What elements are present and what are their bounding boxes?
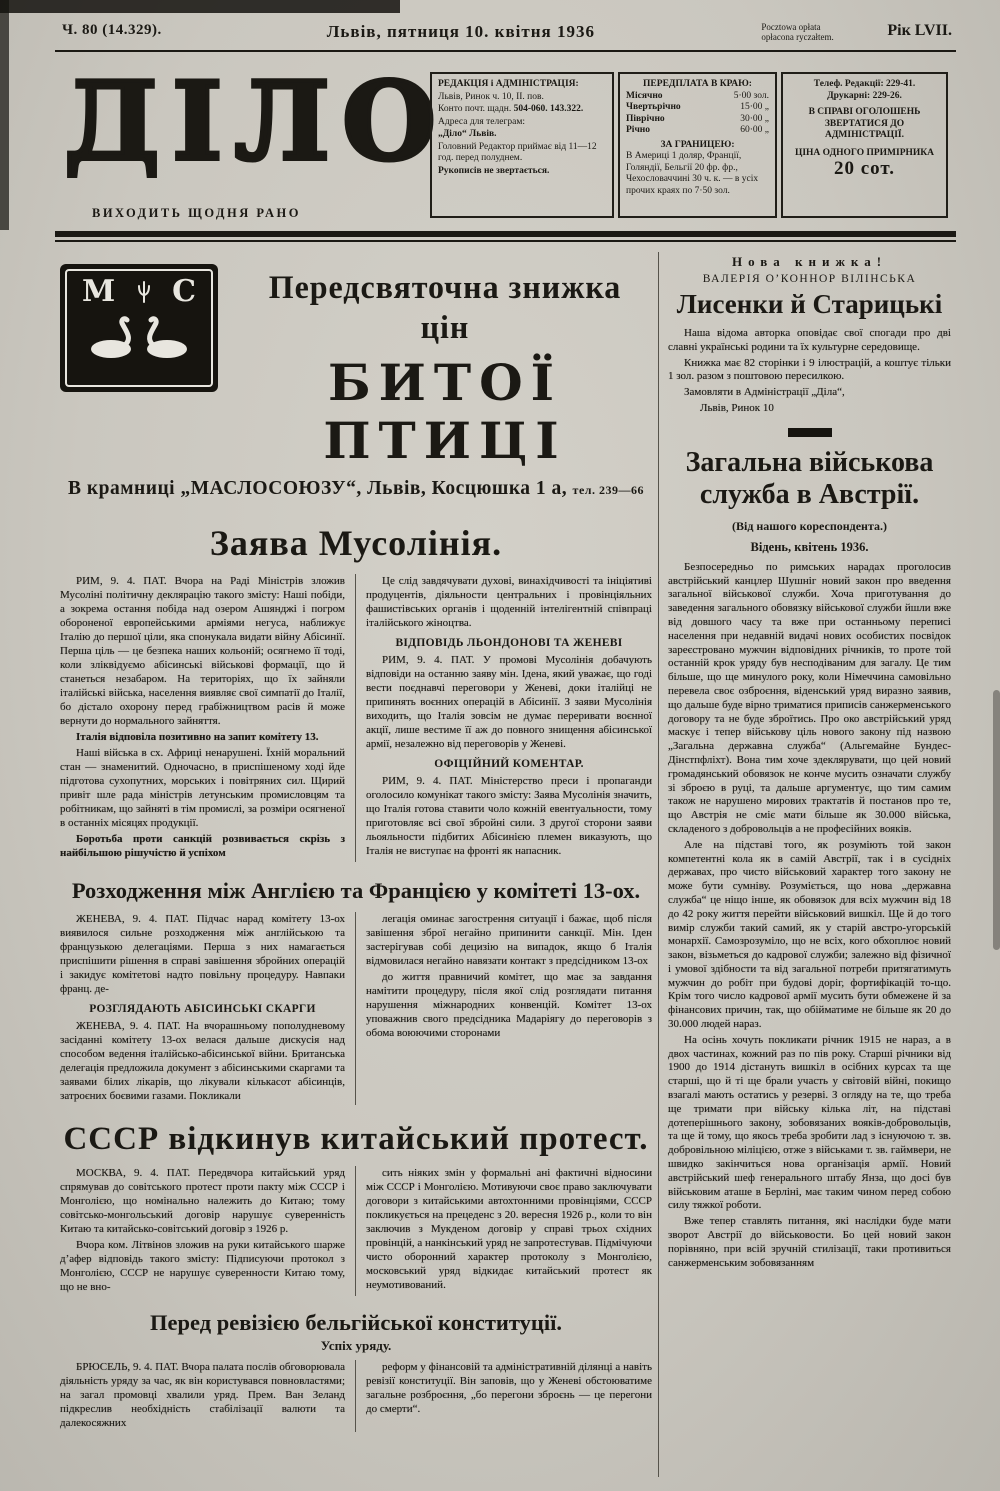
header-divider-thick [55, 231, 956, 237]
subheadline: ВІДПОВІДЬ ЛЬОНДОНОВІ ТА ЖЕНЕВІ [395, 637, 623, 649]
article-dateline: Відень, квітень 1936. [750, 539, 869, 554]
article-paragraph: Це слід завдячувати духові, винахідчивості та ініціятиві продуцентів, діяльности центральних і провінціяльних фашистівських органів і щоденній інтелігентній співпраці італійського жіноцтва. [366, 575, 652, 629]
article-paragraph: легація оминає загострення ситуації і бажає, щоб після завішення зброї негайно припинити санкції. Мін. Іден застерігував собі децизію на випадок, якщо б Італія відмовилася негайно навязати контакт з предсідником 13-ох [366, 913, 652, 967]
headline-austria: Загальна військова служба в Австрії. [685, 446, 934, 510]
headline-ussr: СССР відкинув китайський протест. [63, 1121, 649, 1157]
column-left [60, 1360, 356, 1432]
article-paragraph: ЖЕНЕВА, 9. 4. ПАТ. Підчас нарад комітету 13-ох виявилося сильне розходження між англійською та французькою делегаціями. Перша з них намагається приспішити рішення в справі завішення збройних операцій і закидує комітетові надто повільну процедуру. Навпаки франц. де- [60, 913, 345, 995]
article-paragraph: МОСКВА, 9. 4. ПАТ. Передвчора китайський уряд спрямував до совітського протест проти пакту між СССР і Монголією, що номінально належить до Китаю; тому совітсько-монгольський договір нарушує суверенність Китаю та китайсько-совітський договір з 1926 р. [60, 1167, 345, 1235]
masthead-rule [55, 50, 956, 52]
trident-icon [137, 281, 151, 303]
article-paragraph: РИМ, 9. 4. ПАТ. Міністерство преси і пропаганди оголосило комунікат такого змісту: Заява Мусолінія значить, що Італія готова ставити чоло кожній евентуальности, тому приготовляє всі свої збройні сили. З другої сторони заяви льояльности підбитих Абісинією племен виказують, що Італія не виступає на фронті як напасник. [366, 775, 652, 857]
column-left [60, 574, 356, 862]
subheadline: Успіх уряду. [320, 1338, 392, 1353]
postal-notice [761, 22, 879, 42]
telegram-value: „Діло“ Львів. [438, 129, 497, 139]
book-order-line2: Львів, Ринок 10 [700, 401, 774, 414]
contact-box [781, 72, 948, 218]
masthead [62, 22, 952, 42]
subheadline: ОФІЦІЙНИЙ КОМЕНТАР. [434, 758, 584, 770]
article-belgium [60, 1310, 652, 1432]
column-left [60, 1166, 356, 1296]
main-left-region [60, 252, 652, 1432]
newspaper-title: ДІЛО [64, 59, 449, 185]
right-column-region [668, 254, 951, 1272]
column-right [356, 1166, 652, 1296]
article-paragraph: сить ніяких змін у формальні ані фактичні відносини між СССР і Монголією. Мотивуючи своє право заключувати договори з китайськими автохтонними провінціями, СССР покликується на прецеденс з 20. вересня 1926 р., коли то він заключив з Мукденом договір у справі трьох східних провінцій, а нанкінський уряд не запротестував. Підмічуючи чисто оборонний характер протоколу з Монголією, московський уряд відкидає китайський протест як неумотивований. [366, 1167, 652, 1291]
phone-editorial: Телеф. Редакції: 229-41. [813, 79, 916, 89]
scan-artifact-right [993, 690, 1000, 950]
postal-line1: Pocztowa opłata [761, 22, 821, 32]
article-columns [60, 1360, 652, 1432]
abroad-title: ЗА ГРАНИЦЕЮ: [660, 139, 735, 150]
rate-row: Піврічно 30·00 „ [626, 113, 769, 124]
article-columns [60, 912, 652, 1105]
telegram-label: Адреса для телеграм: [438, 116, 525, 127]
book-details: Книжка має 82 сторінки і 9 ілюстрацій, а коштує тільки 1 зол. разом з поштовою пересилкою. [668, 356, 951, 383]
subscription-box [618, 72, 777, 218]
scan-artifact-left [0, 0, 9, 230]
rate-row: Річно 60·00 „ [626, 125, 769, 135]
book-description: Наша відома авторка оповідає свої спогади про дві славні українські родини та їх культурне середовище. [668, 327, 951, 353]
book-author: ВАЛЕРІЯ О’КОННОР ВІЛІНСЬКА [702, 273, 917, 285]
book-kicker: Нова книжка! [731, 254, 888, 269]
article-paragraph: Але на підставі того, як розуміють той закон компетентні кола як в самій Австрії, так і в сусідніх державах, про чисто військовий характер того закону не може бути сумніву. Розуміється, що нова „державна служба“ це ніщо інше, як обовязок для всіх мужчин від 18 до 42 року життя перейти військовий вишкіл. Ще й до того вимір служби такий самий, як у старій австро-угорській монархії. Самозрозуміло, що не всіх, кого обхоплює новий закон, візьметься до кадрової служби; залежно від фізичної і умової здібности та від загальної потреби притягатимуть мужчин до робіт при будові доріг, фортифікацій то-що. Крім того число кадрової армії мусить бути обмежене й за фінансових причин, так, що обійматиме не більше як 20 до 30.000 людей нараз. [668, 838, 951, 1031]
article-austria [668, 447, 951, 1271]
article-paragraph: На осінь хочуть покликати річник 1915 не нараз, а в двох частинах, кожний раз по пів року. Старші річники від 1900 до 1914 дістануть вишкіл в осібних курсах та ще старші, що й ті ще брали участь у світовій війні, покищо взагалі мають остатись у резерві. З огляду на те, що треба ще тримати при війську кілька літ, на підставі дотеперішнього закону, зобовязаних вояків-добровольців, та ще й тому, що якось треба зробити лад з існуючою т. зв. добровільною міліцією, отже з військами т. зв. гаймвери, не швидко закінчиться нова організація армії. Новий австрійський шеф генерального штабу Янза, що досі був військовим аташе в Берліні, має таким чином перед собою силу тяжкої роботи. [668, 1033, 951, 1212]
article-paragraph: до життя правничий комітет, що має за завдання намітити процедуру, після якої слід розглядати питання нарушення міжнародних конвенцій. Комітет 13-ох уповажнив свого предсідника Мадаріягу до переговорів з обома воюючими сторонами [366, 971, 652, 1039]
rate-row: Чвертьрічно 15·00 „ [626, 102, 769, 112]
byline: (Від нашого кореспондента.) [731, 518, 887, 533]
ads-notice: В СПРАВІ ОГОЛОШЕНЬ ЗВЕРТАТИСЯ ДО АДМІНІСТРАЦІЇ. [808, 107, 921, 140]
editorial-account: Конто почт. щадн. 504-060. 143.322. [438, 104, 584, 114]
ad-maslosoyuz [60, 252, 652, 470]
swan-icon [75, 311, 203, 363]
headline-committee13: Розходження між Англією та Францією у комітеті 13-ох. [71, 878, 641, 903]
scan-artifact-top [0, 0, 400, 13]
newspaper-tagline: ВИХОДИТЬ ЩОДНЯ РАНО [92, 206, 301, 220]
ad-maslosoyuz-text [218, 264, 652, 470]
ad-headline-2: БИТОЇ ПТИЦІ [323, 353, 567, 470]
article-ussr-protest [60, 1121, 652, 1296]
masthead-dateline: Львів, пятниця 10. квітня 1936 [326, 22, 595, 41]
column-left [60, 912, 356, 1105]
price-label: ЦІНА ОДНОГО ПРИМІРНИКА [794, 147, 935, 158]
ad-maslosoyuz-footer: В крамниці „МАСЛОСОЮЗУ“, Львів, Косцюшка 1 а, тел. 239—66 [67, 478, 644, 499]
volume-year: Рік LVII. [887, 22, 952, 39]
subheadline: РОЗГЛЯДАЮТЬ АБІСИНСЬКІ СКАРГИ [89, 1003, 316, 1015]
headline-mussolini: Заява Мусолінія. [209, 523, 503, 563]
article-paragraph: Наші війська в сх. Африці ненарушені. Їхній моральний стан — знаменитий. Одночасно, в приспішеному ході йде підготова сухопутних, морських і повітряних сил. Щирий привіт шле рада міністрів летунським промисловцям та робітникам, що зайняті в тім промислі, за розміри осягненої в останніх місяцях продукції. [60, 747, 345, 829]
column-right [356, 574, 652, 862]
editorial-address: Львів, Ринок ч. 10, II. пов. [438, 91, 544, 102]
article-mussolini [60, 522, 652, 862]
article-committee13 [60, 878, 652, 1105]
article-paragraph: ЖЕНЕВА, 9. 4. ПАТ. На вчорашньому пополудневому засіданні комітету 13-ох велася дальше дискусія над способом ведення італійсько-абісинської війни. Британська делегація предложила документ з абісинськими скаргами та заявами білих лікарів, що лікували кількасот абісинців, затроєних боєвими газами. Покликали [60, 1020, 345, 1102]
editorial-info-box [430, 72, 614, 218]
article-paragraph: РИМ, 9. 4. ПАТ. У промові Мусолінія добачують відповіди на останню заяву мін. Ідена, який уважає, що годі вести поєднавчі переговори у Женеві, доки італійці не припинять воєнних операцій в Абісинії. З заяви Мусолінія виходить, що Італія зовсім не думає переривати воєнної акції, лише вестиме її аж до повного знищення абісинської армії, незалежно від переговорів у Женеві. [366, 654, 652, 750]
header-divider-thin [55, 240, 956, 242]
maslosoyuz-logo [60, 264, 218, 392]
column-divider-vertical [658, 252, 659, 1477]
editorial-title: РЕДАКЦІЯ і АДМІНІСТРАЦІЯ: [438, 79, 579, 89]
article-paragraph: БРЮСЕЛЬ, 9. 4. ПАТ. Вчора палата послів обговорювала діяльність уряду за час, як він користувався повновластями; на загал промовці хвалили уряд. Прем. Ван Зеланд підкреслив необхідність стабілізації валюти та далекосяжних [60, 1361, 345, 1429]
book-order-line1: Замовляти в Адміністрації „Діла“, [684, 386, 845, 399]
article-columns [60, 1166, 652, 1296]
postal-line2: opłacona ryczałtem. [761, 32, 834, 42]
article-columns [60, 574, 652, 862]
rate-row: Місячно 5·00 зол. [626, 90, 769, 101]
abroad-text: В Америці 1 доляр, Франції, Голяндії, Бельгії 20 фр. фр., Чехословаччині 30 ч. к. — в усіх прочих краях по 7·50 зол. [626, 151, 759, 196]
ad-phone: тел. 239—66 [572, 483, 644, 497]
issue-number: Ч. 80 (14.329). [62, 22, 162, 38]
section-divider-bar [788, 428, 832, 437]
article-paragraph: Італія відповіла позитивно на запит комітету 13. [76, 731, 319, 743]
editor-hours: Головний Редактор приймає від 11—12 год. перед полуднем. [438, 141, 597, 163]
ad-headline-1: Передсвяточна знижка цін [268, 270, 622, 346]
phone-print: Друкарні: 229-26. [827, 90, 902, 101]
logo-monogram: М С [82, 274, 196, 309]
article-paragraph: Боротьба проти санкцій розвивається скрізь з найбільшою рішучістю й успіхом [60, 833, 345, 859]
article-paragraph: Вже тепер ставлять питання, які наслідки буде мати зворот Австрії до військовости. Бо цей новий закон порівняно, при всій зручній стилізації, таки противиться санжерменським зобовязанням [668, 1215, 951, 1269]
price-value: 20 сот. [833, 158, 896, 179]
article-paragraph: РИМ, 9. 4. ПАТ. Вчора на Раді Міністрів зложив Мусоліні політичну деклярацію такого змісту: Наші побіди, а зокрема остання побіда над озером Ашянджі і погром обороненої европейськими арміями негуса, наближує Італію до першої ціли, яка спонукала видати війну Абісинії. Перша ціль — це безпека наших кольоній; осягнемо її тоді, коли зліквідуємо абісинські військові формації, що й станеться незабаром. На територіях, що їх зайняли італійські війська, населення виявляє свої симпатії до Італії, бо дістало охорону перед грабіжництвом расів й може вернути до нормального зайняття. [60, 575, 345, 727]
manuscripts-notice: Рукописів не звертається. [438, 165, 550, 176]
book-title: Лисенки й Старицькі [676, 289, 943, 319]
subscription-title: ПЕРЕДПЛАТА В КРАЮ: [643, 79, 752, 89]
article-paragraph: Вчора ком. Літвінов зложив на руки китайського шарже д’афер відповідь такого змісту: Підписуючи протокол з Монголією, СССР не нарушує суверенности Китаю тому, що не вно- [60, 1239, 345, 1293]
article-paragraph: Безпосередньо по римських нарадах проголосив австрійський канцлер Шушніг новий закон про введення загальної військової служби. Хоча приготування до заведення загального обовязку військової служби йшли вже від довшого часу та вже при останньому переписі населення при недавній видачі нових особистих посвідок зареєстровано мужчин відповідних річників, то проте той останній крок уряду був несподіваним для загалу. Це тим більше, що ще минулого року, коли Німеччина самовільно перевела своє озброєння, віденський уряд виразно заявив, що дальше буде вірно триматися приписів санжерменського договору та не буде зброїтись. Про око австрійський уряд маскує і тепер військову ціль нового закону під назвою „Загальна державна служба“ (Альгемайне Бундес-Дінстпфліхт). Вона тим хоче здеклярувати, що цей новий громадянський обовязок не конче мусить означати службу зі зброєю в руці, та дальше аргументує, що тим самим також не нарушено мирових трактатів й постанов про те, що Австрія не сміє мати більше як 30.000 війська, складеного з добровольців а не професійних вояків. [668, 560, 951, 835]
ad-book [668, 254, 951, 416]
column-right [356, 1360, 652, 1432]
article-paragraph: реформ у фінансовій та адміністративній ділянці а навіть ревізії конституції. Він заповів, що у Женеві обстоюватиме загальне розброєння, „бо перегони зброєнь — це перегони до смерти“. [366, 1361, 652, 1415]
headline-belgium: Перед ревізією бельгійської конституції. [150, 1310, 562, 1335]
column-right [356, 912, 652, 1105]
